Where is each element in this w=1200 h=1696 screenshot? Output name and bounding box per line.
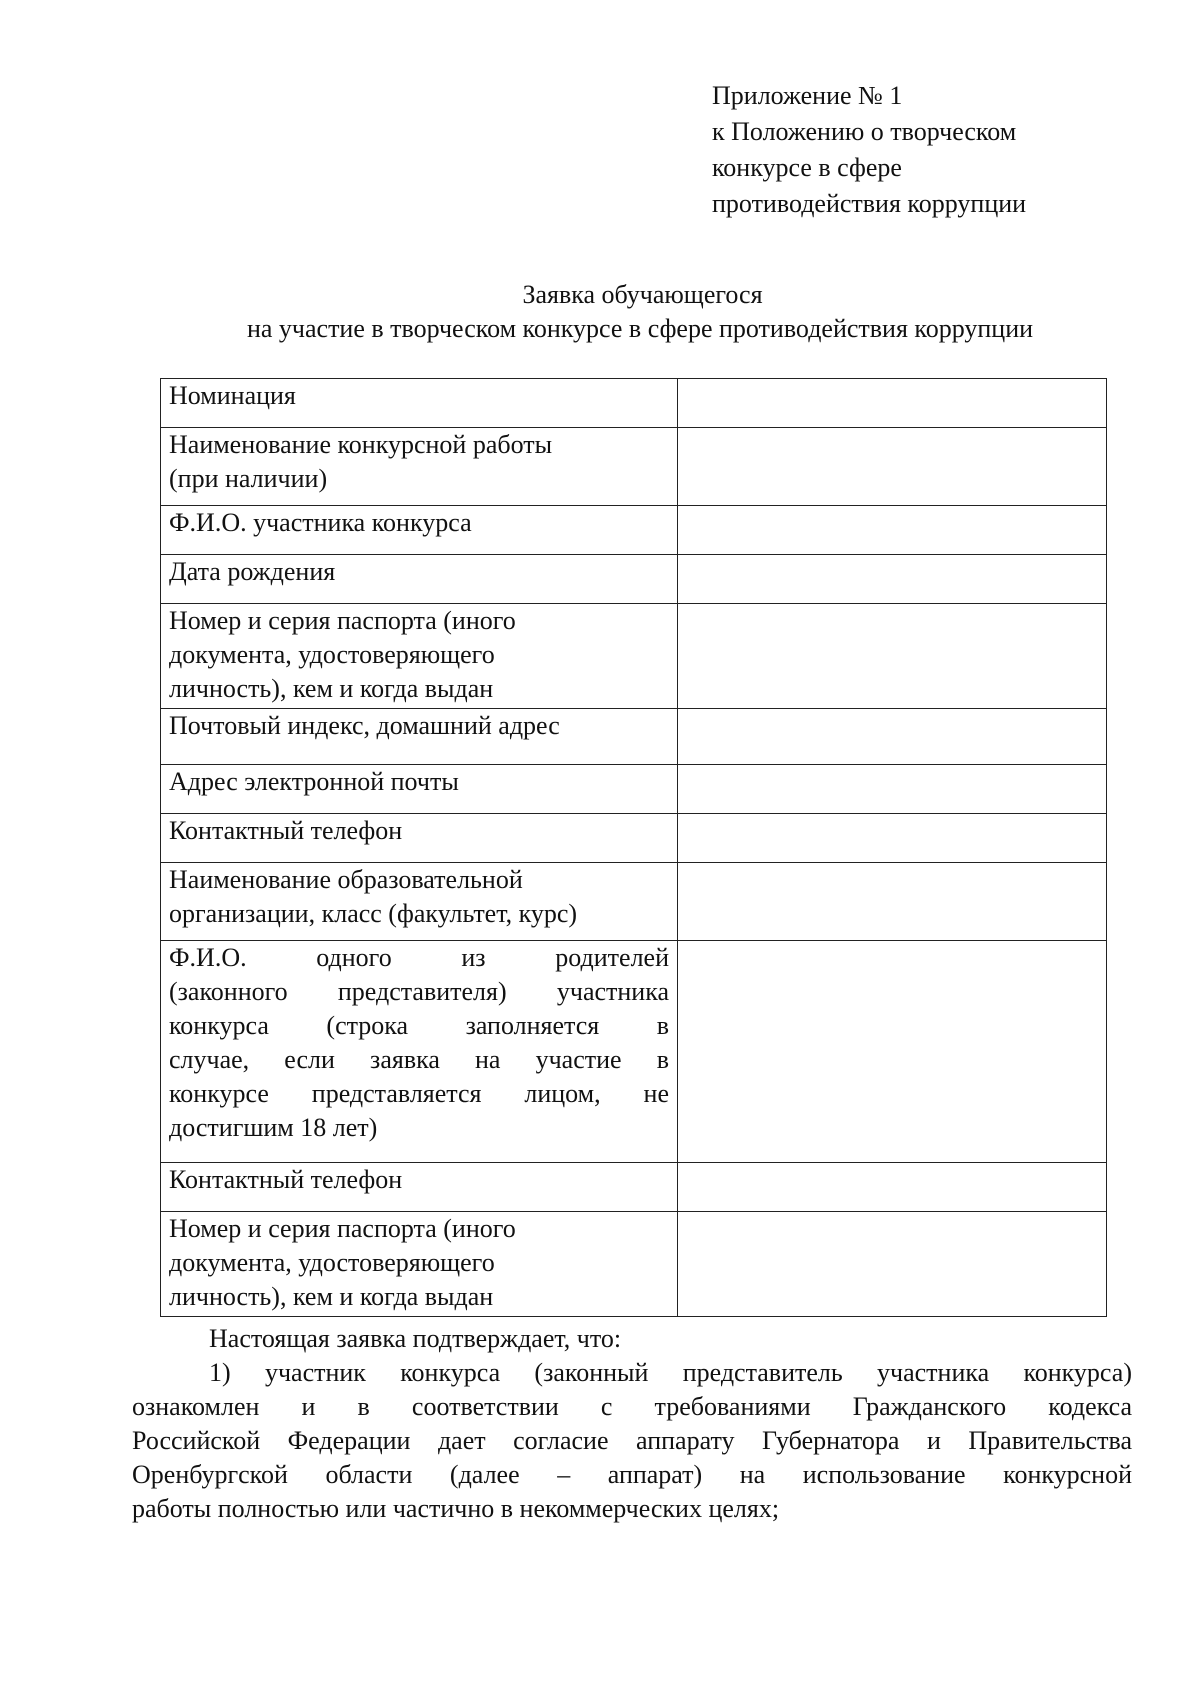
form-row-label	[161, 1163, 678, 1212]
form-row-value-field[interactable]	[678, 709, 1107, 765]
form-row-value-field[interactable]	[678, 604, 1107, 709]
form-row-label	[161, 709, 678, 765]
appendix-header	[712, 78, 1152, 222]
form-row-label-line: Адрес электронной почты	[169, 767, 459, 796]
appendix-line-1: Приложение № 1	[712, 81, 903, 110]
form-row-label	[161, 506, 678, 555]
form-row	[161, 604, 1107, 709]
form-row	[161, 941, 1107, 1163]
form-row	[161, 428, 1107, 506]
form-row	[161, 709, 1107, 765]
form-table-body	[161, 379, 1107, 1317]
form-row-label-line: достигшим 18 лет)	[169, 1113, 378, 1142]
form-row-label	[161, 863, 678, 941]
form-row-label-line: конкурсе представляется лицом, не	[169, 1079, 669, 1108]
form-row-value-field[interactable]	[678, 1163, 1107, 1212]
application-form-table	[160, 378, 1107, 1317]
form-row-label-line: Контактный телефон	[169, 1165, 403, 1194]
form-row-label-line: Наименование образовательной	[169, 865, 523, 894]
form-row	[161, 1163, 1107, 1212]
form-row-label	[161, 428, 678, 506]
form-row-value-field[interactable]	[678, 379, 1107, 428]
form-row	[161, 863, 1107, 941]
form-row-value-field[interactable]	[678, 814, 1107, 863]
form-row-label-line: Почтовый индекс, домашний адрес	[169, 711, 560, 740]
form-row-value-field[interactable]	[678, 428, 1107, 506]
form-row	[161, 814, 1107, 863]
form-row-label-line: личность), кем и когда выдан	[169, 674, 494, 703]
form-row-value-field[interactable]	[678, 941, 1107, 1163]
form-row-label-line: (законного представителя) участника	[169, 977, 669, 1006]
confirmation-item-1-line: Оренбургской области (далее – аппарат) на использование конкурсной	[132, 1460, 1132, 1489]
appendix-line-2: к Положению о творческом	[712, 117, 1017, 146]
form-row-label-line: Номер и серия паспорта (иного	[169, 606, 516, 635]
title-line-2: на участие в творческом конкурсе в сфере противодействия коррупции	[246, 314, 1034, 343]
form-row	[161, 1212, 1107, 1317]
form-row-label	[161, 941, 678, 1163]
form-row	[161, 506, 1107, 555]
confirmation-intro: Настоящая заявка подтверждает, что:	[209, 1324, 622, 1353]
form-row-value-field[interactable]	[678, 1212, 1107, 1317]
form-row-label	[161, 765, 678, 814]
form-row-label-line: (при наличии)	[169, 464, 328, 493]
form-row-value-field[interactable]	[678, 555, 1107, 604]
form-row	[161, 555, 1107, 604]
form-row-label-line: Наименование конкурсной работы	[169, 430, 553, 459]
form-row-label	[161, 555, 678, 604]
form-row-label	[161, 814, 678, 863]
form-row-label-line: Ф.И.О. участника конкурса	[169, 508, 472, 537]
form-row-label	[161, 1212, 678, 1317]
confirmation-item-1-line: ознакомлен и в соответствии с требованиями Гражданского кодекса	[132, 1392, 1132, 1421]
form-row-label-line: Номинация	[169, 381, 296, 410]
title-line-1: Заявка обучающегося	[522, 280, 763, 309]
appendix-line-3: конкурсе в сфере	[712, 153, 902, 182]
form-row-label	[161, 604, 678, 709]
form-row-label-line: Контактный телефон	[169, 816, 403, 845]
form-row-label-line: Дата рождения	[169, 557, 336, 586]
confirmation-item-1-line: работы полностью или частично в некоммерческих целях;	[132, 1494, 780, 1523]
form-row-value-field[interactable]	[678, 765, 1107, 814]
confirmation-item-1	[132, 1356, 1132, 1526]
form-row-label-line: конкурса (строка заполняется в	[169, 1011, 669, 1040]
confirmation-section	[132, 1322, 1132, 1526]
form-row-label-line: Номер и серия паспорта (иного	[169, 1214, 516, 1243]
form-row	[161, 379, 1107, 428]
form-row-label-line: организации, класс (факультет, курс)	[169, 899, 578, 928]
form-row-label-line: Ф.И.О. одного из родителей	[169, 943, 669, 972]
form-row-label-line: документа, удостоверяющего	[169, 1248, 495, 1277]
form-row-label-line: случае, если заявка на участие в	[169, 1045, 669, 1074]
confirmation-item-1-line: Российской Федерации дает согласие аппарату Губернатора и Правительства	[132, 1426, 1132, 1455]
appendix-line-4: противодействия коррупции	[712, 189, 1027, 218]
form-row-label	[161, 379, 678, 428]
form-row-label-line: документа, удостоверяющего	[169, 640, 495, 669]
form-row-value-field[interactable]	[678, 506, 1107, 555]
form-row-label-line: личность), кем и когда выдан	[169, 1282, 494, 1311]
confirmation-item-1-line: 1) участник конкурса (законный представитель участника конкурса)	[209, 1358, 1132, 1387]
form-row	[161, 765, 1107, 814]
form-row-value-field[interactable]	[678, 863, 1107, 941]
